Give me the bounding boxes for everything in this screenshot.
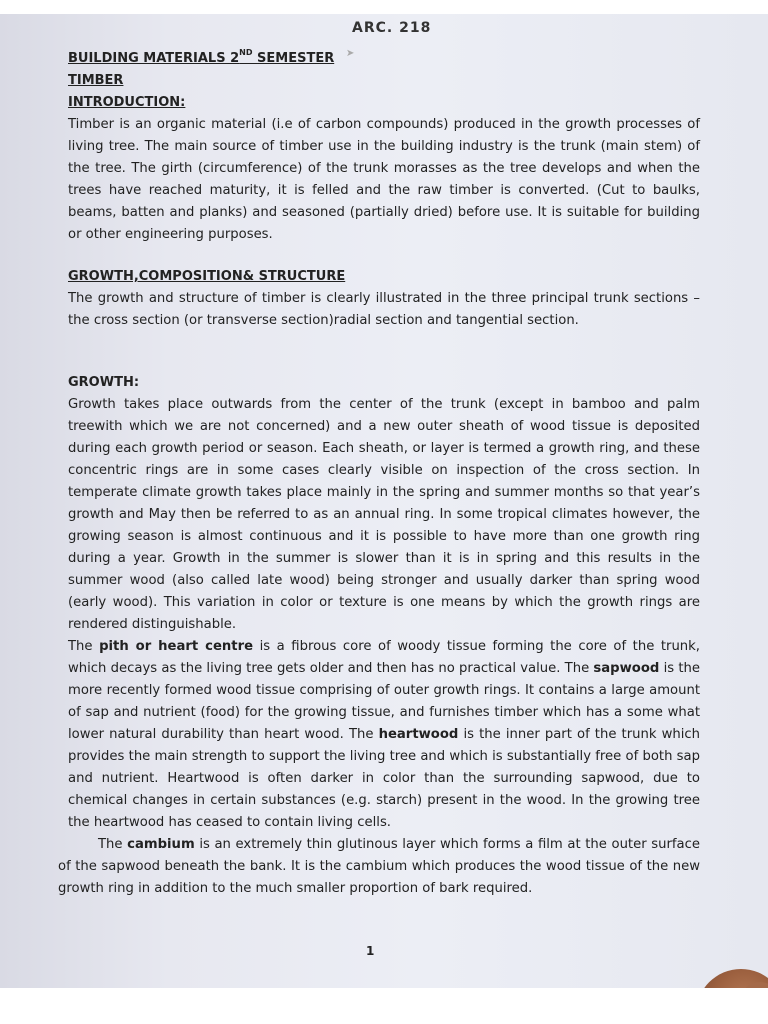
topic-heading: TIMBER [68, 73, 124, 88]
growth-heading: GROWTH: [68, 375, 140, 390]
course-code: ARC. 218 [352, 20, 432, 36]
pith-paragraph: The pith or heart centre is a fibrous core of woody tissue forming the core of the trunk, which decays as the living tree gets older and then has no practical value. The sapwood is the more recently formed wood tissue comprising of outer growth rings. It contains a large amount of sap and nutrient (food) for the growing tissue, and furnishes timber which has a some what lower natural durability than heart wood. The heartwood is the inner part of the trunk which provides the main strength to support the living tree and which is substantially free of both sap and nutrient. Heartwood is often darker in color than the surrounding sapwood, due to chemical changes in certain substances (e.g. starch) present in the wood. In the growing tree the heartwood has ceased to contain living cells. [68, 639, 701, 830]
document-page [0, 14, 768, 988]
title-main: BUILDING MATERIALS 2 [68, 51, 240, 66]
term-heartwood: heartwood [378, 727, 459, 742]
gcs-paragraph: The growth and structure of timber is clearly illustrated in the three principal trunk sections – the cross section (or transverse section)radial section and tangential section. [68, 291, 700, 328]
growth-paragraph: Growth takes place outwards from the center of the trunk (except in bamboo and palm treewith which we are not concerned) and a new outer sheath of wood tissue is deposited during each growth period or season. Each sheath, or layer is termed a growth ring, and these concentric rings are in some cases clearly visible on inspection of the cross section. In temperate climate growth takes place mainly in the spring and summer months so that year’s growth and May then be referred to as an annual ring. In some tropical climates however, the growing season is almost continuous and it is possible to have more than one growth ring during a year. Growth in the summer is slower than it is in spring and this results in the summer wood (also called late wood) being stronger and usually darker than spring wood (early wood). This variation in color or texture is one means by which the growth rings are rendered distinguishable. [68, 397, 700, 632]
page-number: 1 [366, 944, 375, 958]
document-title [68, 42, 700, 70]
term-cambium: cambium [127, 837, 195, 852]
title-rest: SEMESTER [252, 51, 335, 66]
term-sapwood: sapwood [593, 661, 660, 676]
intro-paragraph: Timber is an organic material (i.e of carbon compounds) produced in the growth processes of living tree. The main source of timber use in the building industry is the trunk (main stem) of the tree. The girth (circumference) of the trunk morasses as the tree develops and when the trees have reached maturity, it is felled and the raw timber is converted. (Cut to baulks, beams, batten and planks) and seasoned (partially dried) before use. It is suitable for building or other engineering purposes. [68, 117, 700, 242]
intro-heading: INTRODUCTION: [68, 95, 186, 110]
cambium-paragraph: The cambium is an extremely thin glutinous layer which forms a film at the outer surface of the sapwood beneath the bank. It is the cambium which produces the wood tissue of the new growth ring in addition to the much smaller proportion of bark required. [58, 837, 700, 896]
document-body [58, 42, 701, 900]
term-pith: pith or heart centre [99, 639, 254, 654]
gcs-heading: GROWTH,COMPOSITION& STRUCTURE [68, 269, 346, 284]
title-superscript: ND [239, 48, 253, 57]
margin-mark-icon: ➤ [346, 48, 355, 59]
